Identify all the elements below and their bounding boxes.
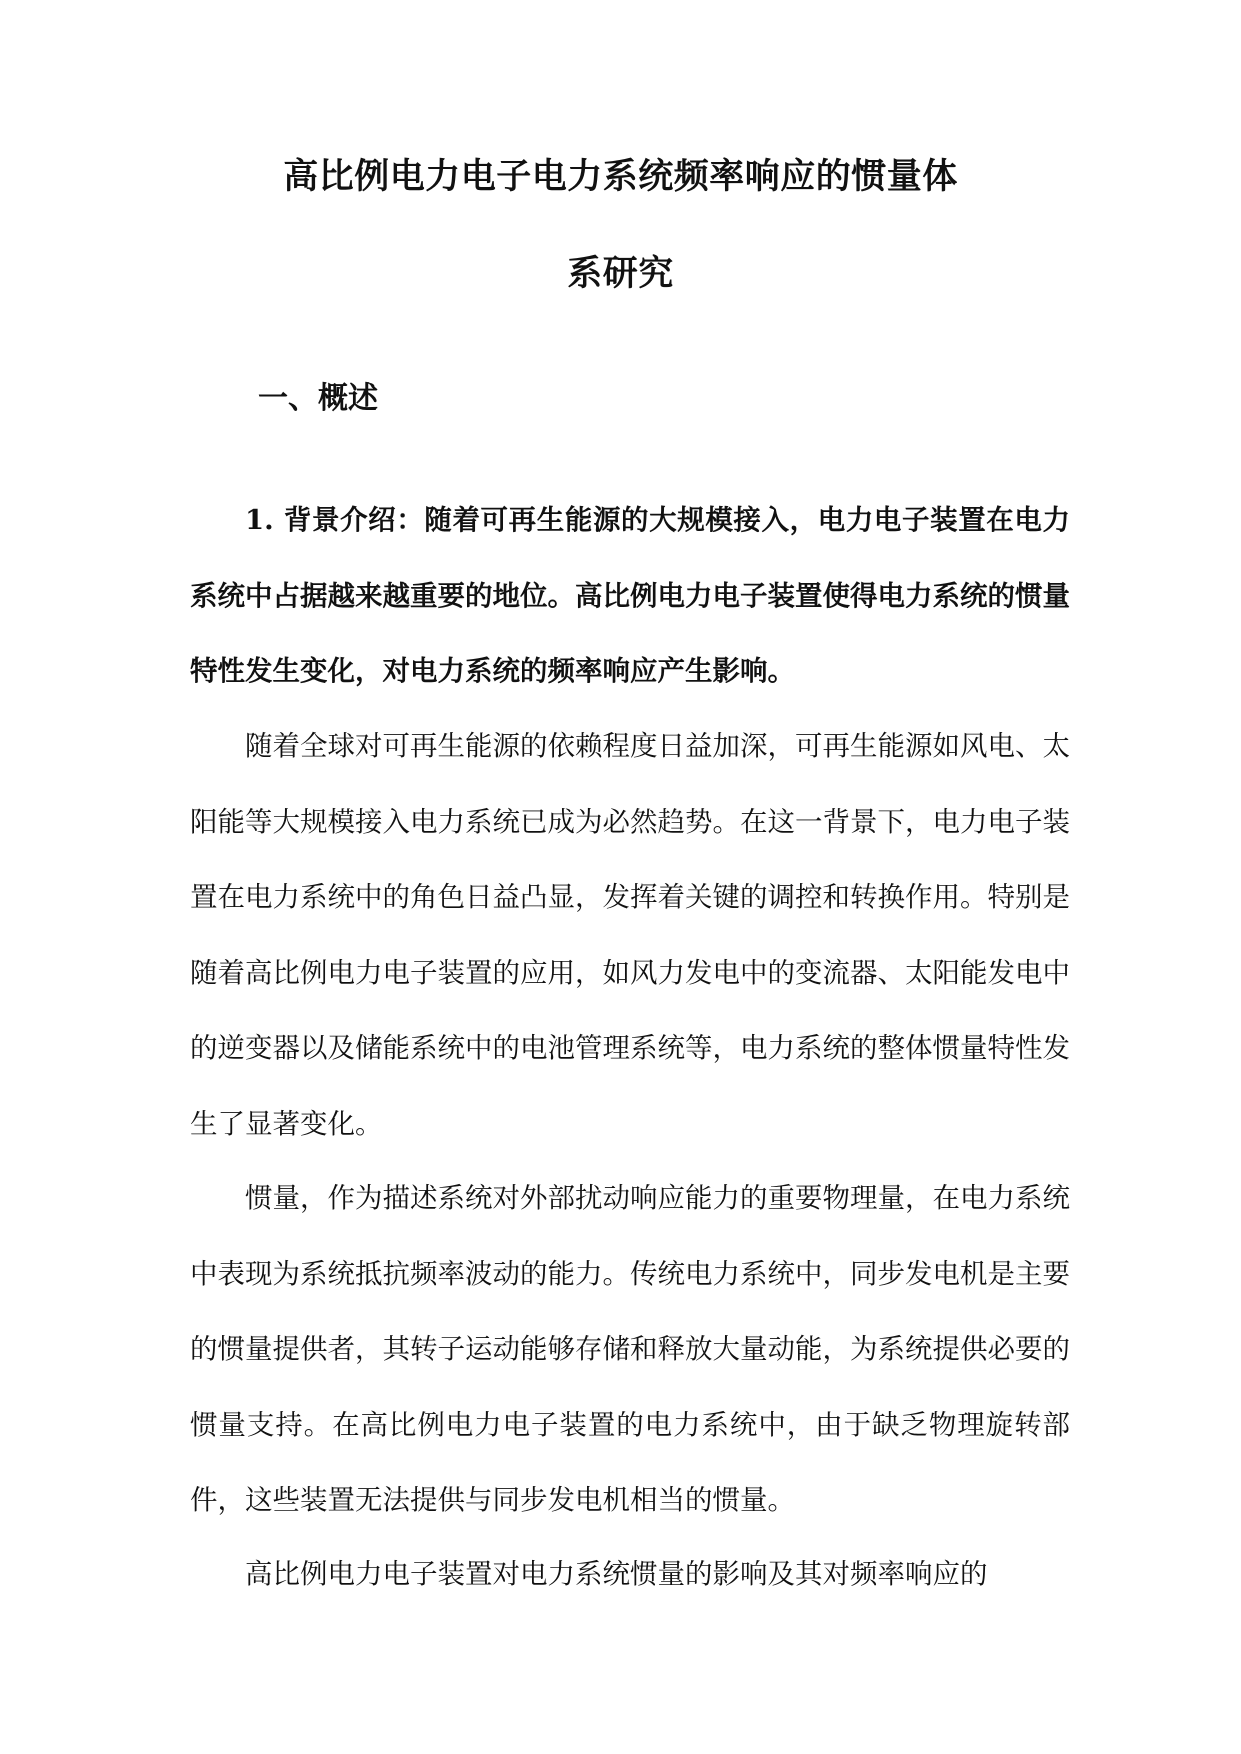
paragraph-renewable-energy: 随着全球对可再生能源的依赖程度日益加深，可再生能源如风电、太阳能等大规模接入电力系统已成为必然趋势。在这一背景下，电力电子装置在电力系统中的角色日益凸显，发挥着关键的调控和转换作用。特别是随着高比例电力电子装置的应用，如风力发电中的变流器、太阳能发电中的逆变器以及储能系统中的电池管理系统等，电力系统的整体惯量特性发生了显著变化。 (190, 730, 1070, 1140)
paragraph-impact: 高比例电力电子装置对电力系统惯量的影响及其对频率响应的 (245, 1558, 988, 1590)
document-title-line-1: 高比例电力电子电力系统频率响应的惯量体 (283, 156, 958, 197)
document-title-line-2: 系研究 (567, 253, 674, 294)
section-heading: 一、概述 (258, 381, 378, 416)
paragraph-inertia: 惯量，作为描述系统对外部扰动响应能力的重要物理量，在电力系统中表现为系统抵抗频率波动的能力。传统电力系统中，同步发电机是主要的惯量提供者，其转子运动能够存储和释放大量动能，为系统提供必要的惯量支持。在高比例电力电子装置的电力系统中，由于缺乏物理旋转部件，这些装置无法提供与同步发电机相当的惯量。 (190, 1182, 1070, 1516)
paragraph-background-intro: 1. 背景介绍：随着可再生能源的大规模接入，电力电子装置在电力系统中占据越来越重要的地位。高比例电力电子装置使得电力系统的惯量特性发生变化，对电力系统的频率响应产生影响。 (190, 504, 1070, 687)
